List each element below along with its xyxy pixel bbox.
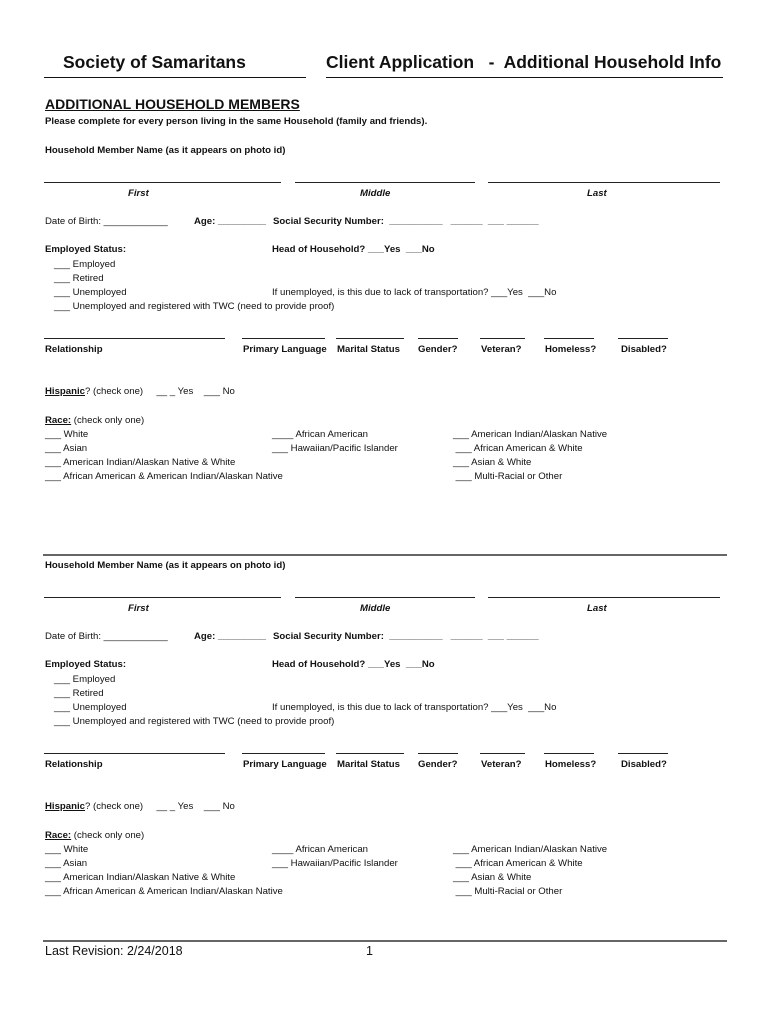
employed-option[interactable]: ___ Employed bbox=[54, 674, 116, 685]
race-option[interactable]: ___ Asian bbox=[45, 858, 88, 869]
employed-status-label: Employed Status: bbox=[45, 659, 127, 670]
race-label: Race: bbox=[45, 830, 72, 841]
first-name-field[interactable] bbox=[44, 182, 281, 183]
transportation-question[interactable]: If unemployed, is this due to lack of transportation? ___Yes ___No bbox=[272, 287, 557, 298]
race-instruction: (check only one) bbox=[71, 415, 145, 426]
unemployed-option[interactable]: ___ Unemployed bbox=[54, 702, 127, 713]
race-option[interactable]: ____ African American bbox=[272, 429, 368, 440]
age-field[interactable]: Age: _________ bbox=[194, 631, 267, 642]
unemployed-twc-option[interactable]: ___ Unemployed and registered with TWC (need to provide proof) bbox=[54, 716, 335, 727]
ssn-field[interactable]: Social Security Number: __________ ______ ___ ______ bbox=[273, 631, 539, 642]
last-revision: Last Revision: 2/24/2018 bbox=[45, 944, 183, 958]
disabled-label: Disabled? bbox=[621, 344, 667, 355]
race-heading bbox=[45, 830, 144, 841]
disabled-field[interactable] bbox=[618, 753, 668, 754]
race-option[interactable]: ___ American Indian/Alaskan Native bbox=[453, 844, 608, 855]
race-option[interactable]: ___ Hawaiian/Pacific Islander bbox=[272, 443, 398, 454]
employed-status-label: Employed Status: bbox=[45, 244, 127, 255]
age-field[interactable]: Age: _________ bbox=[194, 216, 267, 227]
relationship-field[interactable] bbox=[44, 753, 225, 754]
gender-label: Gender? bbox=[418, 344, 458, 355]
disabled-label: Disabled? bbox=[621, 759, 667, 770]
race-option[interactable]: ___ African American & White bbox=[453, 858, 583, 869]
homeless-label: Homeless? bbox=[545, 759, 597, 770]
footer-divider bbox=[43, 940, 727, 942]
last-name-field[interactable] bbox=[488, 182, 720, 183]
race-label: Race: bbox=[45, 415, 72, 426]
race-option[interactable]: ___ Multi-Racial or Other bbox=[453, 886, 563, 897]
member-name-label: Household Member Name (as it appears on photo id) bbox=[45, 560, 286, 571]
race-option[interactable]: ___ White bbox=[45, 429, 89, 440]
middle-label: Middle bbox=[360, 603, 391, 614]
race-option[interactable]: ___ African American & White bbox=[453, 443, 583, 454]
race-instruction: (check only one) bbox=[71, 830, 145, 841]
section-heading: ADDITIONAL HOUSEHOLD MEMBERS bbox=[45, 96, 300, 112]
header-underline-left bbox=[44, 77, 306, 78]
section-divider bbox=[43, 554, 727, 556]
primary-language-field[interactable] bbox=[242, 338, 325, 339]
dob-field[interactable]: Date of Birth: ____________ bbox=[45, 216, 168, 227]
org-name: Society of Samaritans bbox=[63, 52, 246, 72]
veteran-field[interactable] bbox=[480, 753, 525, 754]
homeless-field[interactable] bbox=[544, 338, 594, 339]
first-label: First bbox=[128, 188, 149, 199]
marital-status-field[interactable] bbox=[336, 753, 404, 754]
unemployed-twc-option[interactable]: ___ Unemployed and registered with TWC (need to provide proof) bbox=[54, 301, 335, 312]
employed-option[interactable]: ___ Employed bbox=[54, 259, 116, 270]
disabled-field[interactable] bbox=[618, 338, 668, 339]
page-number: 1 bbox=[366, 944, 373, 958]
member-name-label: Household Member Name (as it appears on photo id) bbox=[45, 145, 286, 156]
retired-option[interactable]: ___ Retired bbox=[54, 688, 104, 699]
race-option[interactable]: ___ Multi-Racial or Other bbox=[453, 471, 563, 482]
relationship-label: Relationship bbox=[45, 344, 103, 355]
primary-language-label: Primary Language bbox=[243, 344, 327, 355]
relationship-field[interactable] bbox=[44, 338, 225, 339]
first-name-field[interactable] bbox=[44, 597, 281, 598]
dob-field[interactable]: Date of Birth: ____________ bbox=[45, 631, 168, 642]
hispanic-label: Hispanic bbox=[45, 801, 85, 812]
race-option[interactable]: ___ Hawaiian/Pacific Islander bbox=[272, 858, 398, 869]
first-label: First bbox=[128, 603, 149, 614]
race-option[interactable]: ___ African American & American Indian/Alaskan Native bbox=[45, 471, 283, 482]
veteran-label: Veteran? bbox=[481, 344, 522, 355]
gender-field[interactable] bbox=[418, 338, 458, 339]
race-heading bbox=[45, 415, 144, 426]
primary-language-field[interactable] bbox=[242, 753, 325, 754]
hispanic-label: Hispanic bbox=[45, 386, 85, 397]
hispanic-options: ? (check one) __ _ Yes ___ No bbox=[85, 801, 235, 812]
race-option[interactable]: ___ African American & American Indian/Alaskan Native bbox=[45, 886, 283, 897]
relationship-label: Relationship bbox=[45, 759, 103, 770]
marital-status-field[interactable] bbox=[336, 338, 404, 339]
unemployed-option[interactable]: ___ Unemployed bbox=[54, 287, 127, 298]
veteran-field[interactable] bbox=[480, 338, 525, 339]
race-option[interactable]: ___ American Indian/Alaskan Native bbox=[453, 429, 608, 440]
race-option[interactable]: ___ Asian & White bbox=[453, 872, 532, 883]
gender-label: Gender? bbox=[418, 759, 458, 770]
hispanic-field[interactable] bbox=[45, 801, 235, 812]
head-of-household-field[interactable]: Head of Household? ___Yes ___No bbox=[272, 659, 435, 670]
middle-name-field[interactable] bbox=[295, 182, 475, 183]
hispanic-options: ? (check one) __ _ Yes ___ No bbox=[85, 386, 235, 397]
transportation-question[interactable]: If unemployed, is this due to lack of transportation? ___Yes ___No bbox=[272, 702, 557, 713]
primary-language-label: Primary Language bbox=[243, 759, 327, 770]
marital-status-label: Marital Status bbox=[337, 344, 400, 355]
veteran-label: Veteran? bbox=[481, 759, 522, 770]
last-label: Last bbox=[587, 603, 607, 614]
race-option[interactable]: ___ American Indian/Alaskan Native & White bbox=[45, 457, 236, 468]
homeless-label: Homeless? bbox=[545, 344, 597, 355]
header-underline-right bbox=[326, 77, 723, 78]
section-instruction: Please complete for every person living in the same Household (family and friends). bbox=[45, 116, 428, 127]
head-of-household-field[interactable]: Head of Household? ___Yes ___No bbox=[272, 244, 435, 255]
last-name-field[interactable] bbox=[488, 597, 720, 598]
retired-option[interactable]: ___ Retired bbox=[54, 273, 104, 284]
hispanic-field[interactable] bbox=[45, 386, 235, 397]
race-option[interactable]: ___ Asian & White bbox=[453, 457, 532, 468]
last-label: Last bbox=[587, 188, 607, 199]
homeless-field[interactable] bbox=[544, 753, 594, 754]
gender-field[interactable] bbox=[418, 753, 458, 754]
ssn-field[interactable]: Social Security Number: __________ ______ ___ ______ bbox=[273, 216, 539, 227]
form-title: Client Application - Additional Household Info bbox=[326, 52, 722, 72]
middle-name-field[interactable] bbox=[295, 597, 475, 598]
middle-label: Middle bbox=[360, 188, 391, 199]
marital-status-label: Marital Status bbox=[337, 759, 400, 770]
race-option[interactable]: ____ African American bbox=[272, 844, 368, 855]
race-option[interactable]: ___ White bbox=[45, 844, 89, 855]
race-option[interactable]: ___ American Indian/Alaskan Native & White bbox=[45, 872, 236, 883]
race-option[interactable]: ___ Asian bbox=[45, 443, 88, 454]
